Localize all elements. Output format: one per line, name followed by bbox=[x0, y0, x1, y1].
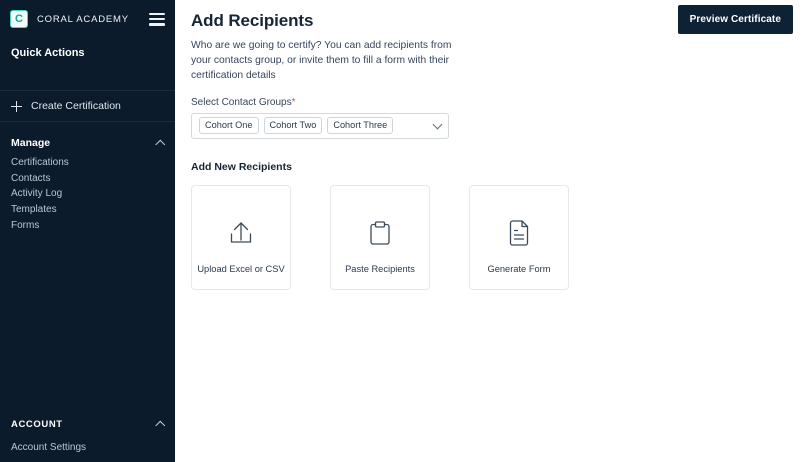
sidebar-divider bbox=[0, 121, 175, 122]
card-paste-recipients[interactable] bbox=[330, 185, 430, 290]
contact-group-chip[interactable]: Cohort Three bbox=[327, 117, 393, 134]
page-description: Who are we going to certify? You can add recipients from your contacts group, or invite them to fill a form with their certification details bbox=[191, 40, 452, 82]
card-generate-form[interactable] bbox=[469, 185, 569, 290]
card-label: Upload Excel or CSV bbox=[197, 263, 285, 274]
sidebar-account-block bbox=[0, 403, 175, 462]
hamburger-line bbox=[149, 13, 165, 15]
contact-group-chip[interactable]: Cohort One bbox=[199, 117, 259, 134]
add-new-recipients-title: Add New Recipients bbox=[191, 160, 292, 173]
required-marker: * bbox=[291, 96, 296, 108]
sidebar-item-account-settings[interactable]: Account Settings bbox=[11, 442, 87, 454]
main-content bbox=[175, 0, 806, 462]
hamburger-menu-icon[interactable] bbox=[149, 13, 165, 26]
sidebar-section-account-label: ACCOUNT bbox=[11, 418, 63, 430]
chevron-down-icon[interactable] bbox=[433, 121, 442, 130]
clipboard-icon bbox=[364, 215, 396, 251]
sidebar-section-manage[interactable] bbox=[0, 131, 175, 155]
sidebar-section-account[interactable] bbox=[0, 412, 175, 436]
hamburger-line bbox=[149, 18, 165, 20]
sidebar-item-forms[interactable]: Forms bbox=[11, 219, 40, 231]
sidebar-item-contacts[interactable]: Contacts bbox=[11, 172, 51, 184]
chevron-up-icon bbox=[156, 420, 164, 428]
document-icon bbox=[503, 215, 535, 251]
hamburger-line bbox=[149, 23, 165, 25]
sidebar-section-manage-label: Manage bbox=[11, 137, 51, 149]
chevron-up-icon bbox=[156, 139, 164, 147]
sidebar bbox=[0, 0, 175, 462]
contact-groups-label-text: Select Contact Groups bbox=[191, 96, 292, 108]
create-certification-label: Create Certification bbox=[31, 100, 121, 112]
plus-icon bbox=[11, 101, 22, 112]
card-label: Paste Recipients bbox=[345, 263, 415, 274]
preview-certificate-button[interactable]: Preview Certificate bbox=[678, 5, 793, 34]
upload-icon bbox=[225, 215, 257, 251]
sidebar-item-certifications[interactable]: Certifications bbox=[11, 157, 69, 168]
sidebar-item-create-certification[interactable] bbox=[0, 91, 175, 121]
contact-group-chip[interactable]: Cohort Two bbox=[264, 117, 323, 134]
coral-logo-icon: C bbox=[10, 10, 28, 28]
add-new-recipients-cards bbox=[191, 185, 806, 290]
sidebar-item-activity-log[interactable]: Activity Log bbox=[11, 188, 63, 200]
card-upload-excel-or-csv[interactable] bbox=[191, 185, 291, 290]
card-label: Generate Form bbox=[487, 263, 551, 274]
page-title: Add Recipients bbox=[191, 11, 314, 30]
sidebar-brand bbox=[0, 2, 175, 36]
sidebar-spacer bbox=[0, 233, 175, 403]
brand-name: CORAL ACADEMY bbox=[37, 13, 129, 25]
contact-groups-select[interactable] bbox=[191, 113, 449, 139]
quick-actions-heading: Quick Actions bbox=[11, 47, 85, 59]
contact-groups-label bbox=[191, 97, 806, 108]
sidebar-item-templates[interactable]: Templates bbox=[11, 204, 57, 216]
